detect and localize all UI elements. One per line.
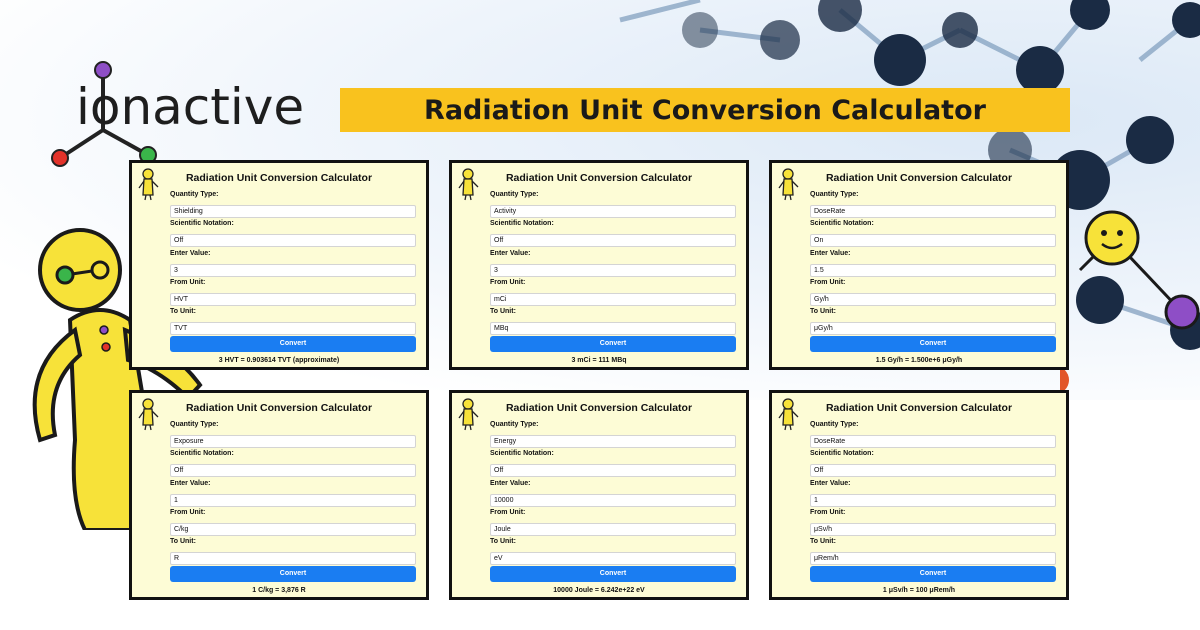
to-unit-select[interactable]: μRem/h	[810, 552, 1056, 565]
from-unit-select[interactable]: Gy/h	[810, 293, 1056, 306]
value-input[interactable]: 1	[170, 494, 416, 507]
quantity-type-select[interactable]: Shielding	[170, 205, 416, 218]
card-title: Radiation Unit Conversion Calculator	[505, 402, 693, 414]
field-label: Enter Value:	[810, 249, 851, 257]
field-group	[170, 191, 416, 218]
field-group	[490, 308, 736, 335]
field-label: Scientific Notation:	[810, 220, 874, 228]
scientific-notation-select[interactable]: Off	[490, 234, 736, 247]
field-group	[490, 450, 736, 477]
quantity-type-select[interactable]: DoseRate	[810, 435, 1056, 448]
scientific-notation-select[interactable]: Off	[810, 464, 1056, 477]
convert-button[interactable]: Convert	[490, 566, 736, 582]
field-label: Enter Value:	[170, 479, 211, 487]
field-label: Quantity Type:	[170, 421, 219, 428]
convert-button[interactable]: Convert	[490, 336, 736, 352]
field-label: To Unit:	[490, 538, 516, 546]
field-group	[490, 250, 736, 277]
field-label: Enter Value:	[170, 249, 211, 257]
field-group	[170, 250, 416, 277]
calculator-card	[449, 160, 749, 370]
field-label: Enter Value:	[490, 249, 531, 257]
field-group	[170, 538, 416, 565]
card-title: Radiation Unit Conversion Calculator	[505, 172, 693, 184]
field-group	[810, 509, 1056, 536]
convert-button[interactable]: Convert	[810, 566, 1056, 582]
field-label: Scientific Notation:	[810, 450, 874, 458]
convert-button[interactable]: Convert	[170, 566, 416, 582]
field-label: To Unit:	[170, 308, 196, 316]
field-group	[490, 538, 736, 565]
field-group	[170, 480, 416, 507]
quantity-type-select[interactable]: Energy	[490, 435, 736, 448]
field-group	[170, 220, 416, 247]
value-input[interactable]: 3	[170, 264, 416, 277]
to-unit-select[interactable]: μGy/h	[810, 322, 1056, 335]
convert-button[interactable]: Convert	[810, 336, 1056, 352]
calculator-card	[449, 390, 749, 600]
field-label: Quantity Type:	[490, 421, 539, 428]
field-group	[810, 450, 1056, 477]
scientific-notation-select[interactable]: Off	[490, 464, 736, 477]
field-group	[810, 421, 1056, 448]
field-label: Quantity Type:	[170, 191, 219, 198]
from-unit-select[interactable]: Joule	[490, 523, 736, 536]
conversion-result: 3 mCi = 111 MBq	[571, 357, 627, 364]
calculator-card	[129, 390, 429, 600]
field-group	[170, 450, 416, 477]
from-unit-select[interactable]: C/kg	[170, 523, 416, 536]
from-unit-select[interactable]: μSv/h	[810, 523, 1056, 536]
field-group	[810, 191, 1056, 218]
field-label: Scientific Notation:	[490, 450, 554, 458]
field-group	[810, 538, 1056, 565]
conversion-result: 10000 Joule = 6.242e+22 eV	[553, 587, 645, 594]
to-unit-select[interactable]: TVT	[170, 322, 416, 335]
conversion-result: 3 HVT = 0.903614 TVT (approximate)	[218, 357, 340, 364]
field-label: To Unit:	[810, 308, 836, 316]
field-label: Quantity Type:	[810, 421, 859, 428]
field-label: To Unit:	[490, 308, 516, 316]
field-group	[170, 279, 416, 306]
field-label: Enter Value:	[490, 479, 531, 487]
field-label: Enter Value:	[810, 479, 851, 487]
field-group	[810, 308, 1056, 335]
field-group	[810, 279, 1056, 306]
scientific-notation-select[interactable]: Off	[170, 234, 416, 247]
field-label: From Unit:	[810, 508, 846, 516]
field-label: Scientific Notation:	[170, 450, 234, 458]
field-label: Scientific Notation:	[490, 220, 554, 228]
field-label: From Unit:	[170, 278, 206, 286]
field-group	[490, 191, 736, 218]
to-unit-select[interactable]: R	[170, 552, 416, 565]
scientific-notation-select[interactable]: Off	[170, 464, 416, 477]
field-label: Scientific Notation:	[170, 220, 234, 228]
field-group	[810, 480, 1056, 507]
card-title: Radiation Unit Conversion Calculator	[185, 402, 373, 414]
card-title: Radiation Unit Conversion Calculator	[185, 172, 373, 184]
to-unit-select[interactable]: eV	[490, 552, 736, 565]
field-group	[810, 250, 1056, 277]
brand-logo: ionactive	[76, 78, 305, 136]
field-group	[170, 421, 416, 448]
quantity-type-select[interactable]: DoseRate	[810, 205, 1056, 218]
field-label: Quantity Type:	[810, 191, 859, 198]
field-group	[170, 509, 416, 536]
field-label: Quantity Type:	[490, 191, 539, 198]
field-group	[490, 279, 736, 306]
quantity-type-select[interactable]: Exposure	[170, 435, 416, 448]
field-group	[490, 421, 736, 448]
field-group	[490, 220, 736, 247]
field-label: To Unit:	[810, 538, 836, 546]
field-label: From Unit:	[490, 278, 526, 286]
field-label: From Unit:	[810, 278, 846, 286]
convert-button[interactable]: Convert	[170, 336, 416, 352]
calculator-card	[769, 390, 1069, 600]
field-group	[170, 308, 416, 335]
value-input[interactable]: 3	[490, 264, 736, 277]
card-title: Radiation Unit Conversion Calculator	[825, 402, 1013, 414]
calculator-card	[769, 160, 1069, 370]
field-group	[490, 509, 736, 536]
conversion-result: 1.5 Gy/h = 1.500e+6 μGy/h	[875, 357, 963, 364]
from-unit-select[interactable]: mCi	[490, 293, 736, 306]
card-title: Radiation Unit Conversion Calculator	[825, 172, 1013, 184]
from-unit-select[interactable]: HVT	[170, 293, 416, 306]
scientific-notation-select[interactable]: On	[810, 234, 1056, 247]
field-label: From Unit:	[490, 508, 526, 516]
field-group	[810, 220, 1056, 247]
field-label: From Unit:	[170, 508, 206, 516]
quantity-type-select[interactable]: Activity	[490, 205, 736, 218]
page-banner	[340, 88, 1070, 132]
smiley-molecule	[1060, 190, 1200, 400]
field-label: To Unit:	[170, 538, 196, 546]
conversion-result: 1 μSv/h = 100 μRem/h	[882, 587, 956, 594]
to-unit-select[interactable]: MBq	[490, 322, 736, 335]
value-input[interactable]: 10000	[490, 494, 736, 507]
conversion-result: 1 C/kg = 3,876 R	[252, 587, 306, 594]
value-input[interactable]: 1	[810, 494, 1056, 507]
calculator-card	[129, 160, 429, 370]
value-input[interactable]: 1.5	[810, 264, 1056, 277]
field-group	[490, 480, 736, 507]
page-title: Radiation Unit Conversion Calculator	[424, 94, 986, 126]
